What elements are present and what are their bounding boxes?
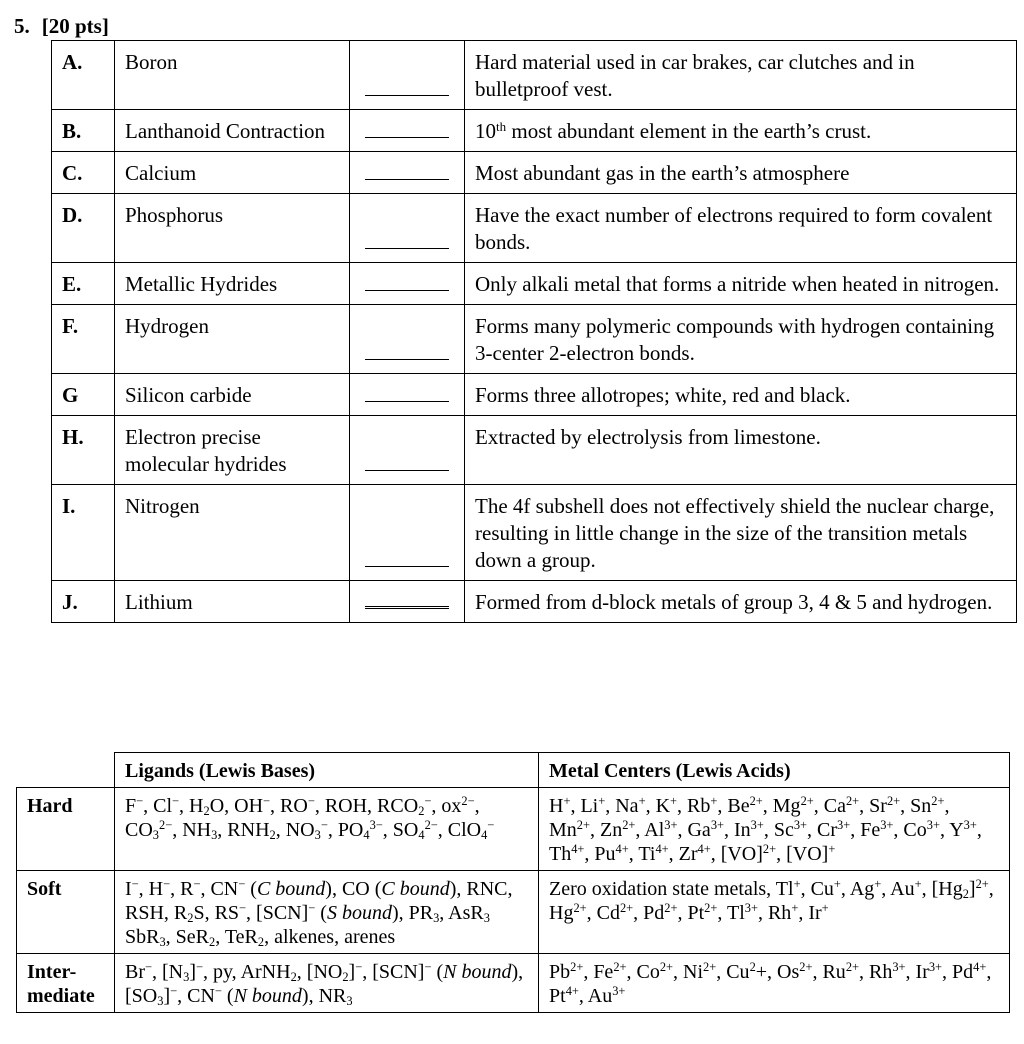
item-description: Most abundant gas in the earth’s atmosphere — [465, 152, 1017, 194]
item-term: Calcium — [115, 152, 350, 194]
item-letter: F. — [52, 305, 115, 374]
answer-blank-line[interactable] — [365, 178, 449, 180]
item-term: Electron precise molecular hydrides — [115, 416, 350, 485]
hsab-row — [17, 954, 1010, 1013]
metals-cell: H+, Li+, Na+, K+, Rb+, $Be^{2+}$, $Mg^{2+}$, $Ca^{2+}$, $Sr^{2+}$, $Sn^{2+}$, $Mn^{2+}$, $Zn^{2+}$, $Al^{3+}$, $Ga^{3+}$, $In^{3+}$, $Sc^{3+}$, $Cr^{3+}$, $Fe^{3+}$, $Co^{3+}$, $Y^{3+}$, $Th^{4+}$, $Pu^{4+}$, $Ti^{4+}$, $Zr^{4+}$, [VO]$^{2+}$, [VO]+ — [539, 788, 1010, 871]
answer-blank-line[interactable] — [365, 247, 449, 249]
item-letter: A. — [52, 41, 115, 110]
item-letter: G — [52, 374, 115, 416]
ligands-header: Ligands (Lewis Bases) — [115, 753, 539, 788]
matching-row — [52, 110, 1017, 152]
item-description: Forms many polymeric compounds with hydrogen containing 3-center 2-electron bonds. — [465, 305, 1017, 374]
answer-blank-cell[interactable] — [350, 263, 465, 305]
matching-row — [52, 152, 1017, 194]
item-description: Only alkali metal that forms a nitride when heated in nitrogen. — [465, 263, 1017, 305]
matching-row — [52, 41, 1017, 110]
hsab-header-row — [17, 753, 1010, 788]
metals-cell: $Pb^{2+}$, $Fe^{2+}$, $Co^{2+}$, $Ni^{2+}$, $Cu^2+$, $Os^{2+}$, $Ru^{2+}$, $Rh^{3+}$, $Ir^{3+}$, $Pd^{4+}$, $Pt^{4+}$, $Au^{3+}$ — [539, 954, 1010, 1013]
hsab-row — [17, 788, 1010, 871]
item-letter: I. — [52, 485, 115, 581]
answer-blank-cell[interactable] — [350, 152, 465, 194]
item-term: Phosphorus — [115, 194, 350, 263]
matching-row — [52, 194, 1017, 263]
answer-blank-line[interactable] — [365, 136, 449, 138]
hsab-row-label: Inter- mediate — [17, 954, 115, 1013]
matching-row — [52, 374, 1017, 416]
answer-blank-cell[interactable] — [350, 305, 465, 374]
answer-blank-line[interactable] — [365, 469, 449, 471]
answer-blank-cell[interactable] — [350, 110, 465, 152]
hsab-table — [16, 752, 1010, 1013]
hsab-row-label: Hard — [17, 788, 115, 871]
item-term: Nitrogen — [115, 485, 350, 581]
item-letter: H. — [52, 416, 115, 485]
ligands-cell: Br−, $[N_3]^-$, py, ArNH$_2$, $[NO_2]^-$, [SCN]− (N bound), $[SO_3]^-$, CN− (N bound), $NR_3$ — [115, 954, 539, 1013]
item-description: Have the exact number of electrons required to form covalent bonds. — [465, 194, 1017, 263]
matching-row — [52, 263, 1017, 305]
item-term: Lanthanoid Contraction — [115, 110, 350, 152]
answer-blank-cell[interactable] — [350, 194, 465, 263]
item-letter: J. — [52, 581, 115, 623]
item-term: Boron — [115, 41, 350, 110]
item-letter: D. — [52, 194, 115, 263]
answer-blank-cell[interactable] — [350, 581, 465, 623]
item-term: Lithium — [115, 581, 350, 623]
item-letter: B. — [52, 110, 115, 152]
item-description: The 4f subshell does not effectively shield the nuclear charge, resulting in little change in the size of the transition metals down a group. — [465, 485, 1017, 581]
item-term: Metallic Hydrides — [115, 263, 350, 305]
item-letter: E. — [52, 263, 115, 305]
question-number: 5. — [14, 14, 30, 38]
ligands-cell: I−, H−, R−, CN− (C bound), CO (C bound), RNC, RSH, $R_2S$, RS−, [SCN]− (S bound), $PR_3$, AsR$_3$ SbR$_3$, SeR$_2$, TeR$_2$, alkenes, arenes — [115, 871, 539, 954]
answer-blank-cell[interactable] — [350, 485, 465, 581]
answer-blank-line[interactable] — [365, 358, 449, 360]
item-description: Forms three allotropes; white, red and black. — [465, 374, 1017, 416]
ligands-cell: F−, Cl−, $H_2O$, OH−, RO−, ROH, $RCO_2^-$, $ox^{2-}$, $CO_3^{2-}$, $NH_3$, $RNH_2$, $NO_3^-$, $PO_4^{3-}$, $SO_4^{2-}$, ClO$_4$− — [115, 788, 539, 871]
answer-blank-line[interactable] — [365, 94, 449, 96]
item-description: Hard material used in car brakes, car clutches and in bulletproof vest. — [465, 41, 1017, 110]
question-header — [14, 14, 109, 39]
item-description: Extracted by electrolysis from limestone. — [465, 416, 1017, 485]
item-letter: C. — [52, 152, 115, 194]
question-points: [20 pts] — [41, 14, 109, 38]
answer-blank-line[interactable] — [365, 289, 449, 291]
item-description: 10th most abundant element in the earth’s crust. — [465, 110, 1017, 152]
answer-blank-line[interactable] — [365, 606, 449, 609]
answer-blank-cell[interactable] — [350, 416, 465, 485]
answer-blank-cell[interactable] — [350, 41, 465, 110]
matching-row — [52, 305, 1017, 374]
hsab-row — [17, 871, 1010, 954]
matching-row — [52, 485, 1017, 581]
item-term: Silicon carbide — [115, 374, 350, 416]
matching-row — [52, 581, 1017, 623]
hsab-corner-cell — [17, 753, 115, 788]
metals-cell: Zero oxidation state metals, Tl+, Cu+, Ag+, Au+, $[Hg_2]^{2+}$, $Hg^{2+}$, $Cd^{2+}$, $Pd^{2+}$, $Pt^{2+}$, $Tl^{3+}$, Rh+, Ir+ — [539, 871, 1010, 954]
matching-row — [52, 416, 1017, 485]
answer-blank-line[interactable] — [365, 400, 449, 402]
item-term: Hydrogen — [115, 305, 350, 374]
matching-table — [51, 40, 1017, 623]
hsab-row-label: Soft — [17, 871, 115, 954]
metals-header: Metal Centers (Lewis Acids) — [539, 753, 1010, 788]
answer-blank-cell[interactable] — [350, 374, 465, 416]
answer-blank-line[interactable] — [365, 565, 449, 567]
item-description: Formed from d-block metals of group 3, 4 & 5 and hydrogen. — [465, 581, 1017, 623]
